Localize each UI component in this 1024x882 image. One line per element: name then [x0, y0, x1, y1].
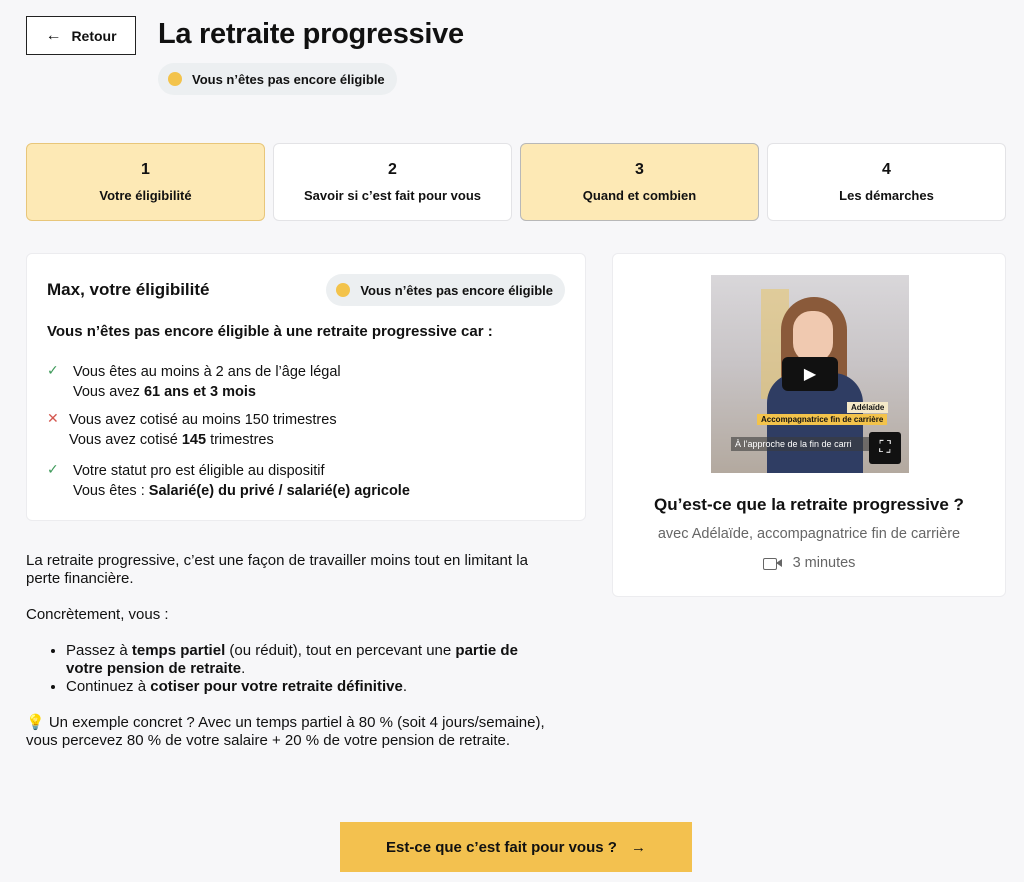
text-segment: Continuez à [66, 678, 151, 695]
arrow-right-icon: → [630, 838, 646, 856]
text-segment: Passez à [66, 642, 132, 659]
video-camera-icon [763, 556, 783, 570]
eligibility-card [26, 253, 586, 521]
step-eligibility[interactable] [26, 143, 265, 221]
step-label: Votre éligibilité [99, 188, 192, 203]
video-thumbnail[interactable] [711, 275, 909, 473]
criterion-value [73, 481, 410, 501]
status-dot-icon [336, 283, 350, 297]
description-example: 💡 Un exemple concret ? Avec un temps partiel à 80 % (soit 4 jours/semaine), vous percevez 80 % de votre salaire + 20 % de votre pension de retraite. [26, 714, 545, 749]
play-icon[interactable]: ▶ [782, 357, 838, 391]
next-step-button[interactable] [340, 822, 692, 872]
steps-nav [26, 143, 1006, 221]
text-segment: . [402, 678, 407, 695]
status-badge-label: Vous n’êtes pas encore éligible [192, 71, 385, 87]
step-procedures[interactable] [767, 143, 1006, 221]
arrow-left-icon: ← [45, 26, 62, 44]
text-segment: . [241, 660, 246, 677]
description-lead: Concrètement, vous : [26, 606, 169, 623]
criterion-status [47, 461, 410, 501]
back-button-label: Retour [71, 27, 117, 44]
check-icon: ✓ [47, 362, 59, 378]
text-segment: (ou réduit), tout en percevant une [225, 642, 456, 659]
list-item [66, 678, 546, 696]
step-fit[interactable] [273, 143, 512, 221]
fullscreen-icon[interactable]: ⛶ [869, 432, 901, 464]
criterion-value-prefix: Vous avez [73, 384, 144, 400]
criterion-rule: Votre statut pro est éligible au dispositif [73, 463, 325, 479]
presenter-role-tag: Accompagnatrice fin de carrière [757, 414, 887, 425]
video-title: Qu’est-ce que la retraite progressive ? [654, 495, 964, 514]
eligibility-subtitle: Vous n’êtes pas encore éligible à une retraite progressive car : [47, 323, 493, 340]
presenter-face [793, 311, 833, 363]
step-number: 3 [635, 161, 644, 178]
status-badge [158, 63, 397, 95]
text-bold: cotiser pour votre retraite définitive [150, 678, 403, 695]
page-title: La retraite progressive [158, 18, 464, 50]
criterion-rule: Vous êtes au moins à 2 ans de l’âge légal [73, 364, 341, 380]
text-bold: partie de votre pension de retraite [66, 642, 518, 677]
step-number: 2 [388, 161, 397, 178]
eligibility-status-badge [326, 274, 565, 306]
criterion-quarters [47, 410, 337, 450]
criterion-value [73, 382, 341, 402]
status-badge-label: Vous n’êtes pas encore éligible [360, 282, 553, 298]
video-duration [613, 555, 1005, 571]
eligibility-title: Max, votre éligibilité [47, 280, 210, 299]
criterion-value-bold: Salarié(e) du privé / salarié(e) agricole [148, 483, 410, 499]
step-when-how-much[interactable] [520, 143, 759, 221]
text-bold: temps partiel [131, 642, 226, 659]
description-list [66, 642, 546, 696]
step-label: Les démarches [839, 188, 934, 203]
check-icon: ✓ [47, 461, 59, 477]
video-subtitle: avec Adélaïde, accompagnatrice fin de carrière [657, 526, 961, 542]
back-button[interactable] [26, 16, 136, 55]
cross-icon: ✕ [47, 410, 59, 426]
description [26, 552, 546, 768]
criterion-age [47, 362, 341, 402]
video-card [612, 253, 1006, 597]
criterion-value-prefix: Vous avez cotisé [69, 432, 182, 448]
criterion-rule: Vous avez cotisé au moins 150 trimestres [69, 412, 337, 428]
video-duration-label: 3 minutes [792, 555, 856, 571]
criterion-value-prefix: Vous êtes : [73, 483, 149, 499]
description-intro: La retraite progressive, c’est une façon de travailler moins tout en limitant la perte financière. [26, 552, 528, 587]
step-label: Quand et combien [582, 188, 697, 203]
step-label: Savoir si c’est fait pour vous [304, 188, 481, 203]
step-number: 1 [141, 161, 150, 178]
criterion-value-suffix: trimestres [206, 432, 274, 448]
criterion-value-bold: 145 [181, 432, 207, 448]
list-item [66, 642, 546, 678]
status-dot-icon [168, 72, 182, 86]
presenter-name-tag: Adélaïde [847, 402, 888, 413]
criterion-value-bold: 61 ans et 3 mois [143, 384, 256, 400]
step-number: 4 [882, 161, 891, 178]
video-caption: À l’approche de la fin de carri [731, 437, 869, 451]
criterion-value [69, 430, 337, 450]
next-step-button-label: Est-ce que c’est fait pour vous ? [386, 838, 617, 856]
